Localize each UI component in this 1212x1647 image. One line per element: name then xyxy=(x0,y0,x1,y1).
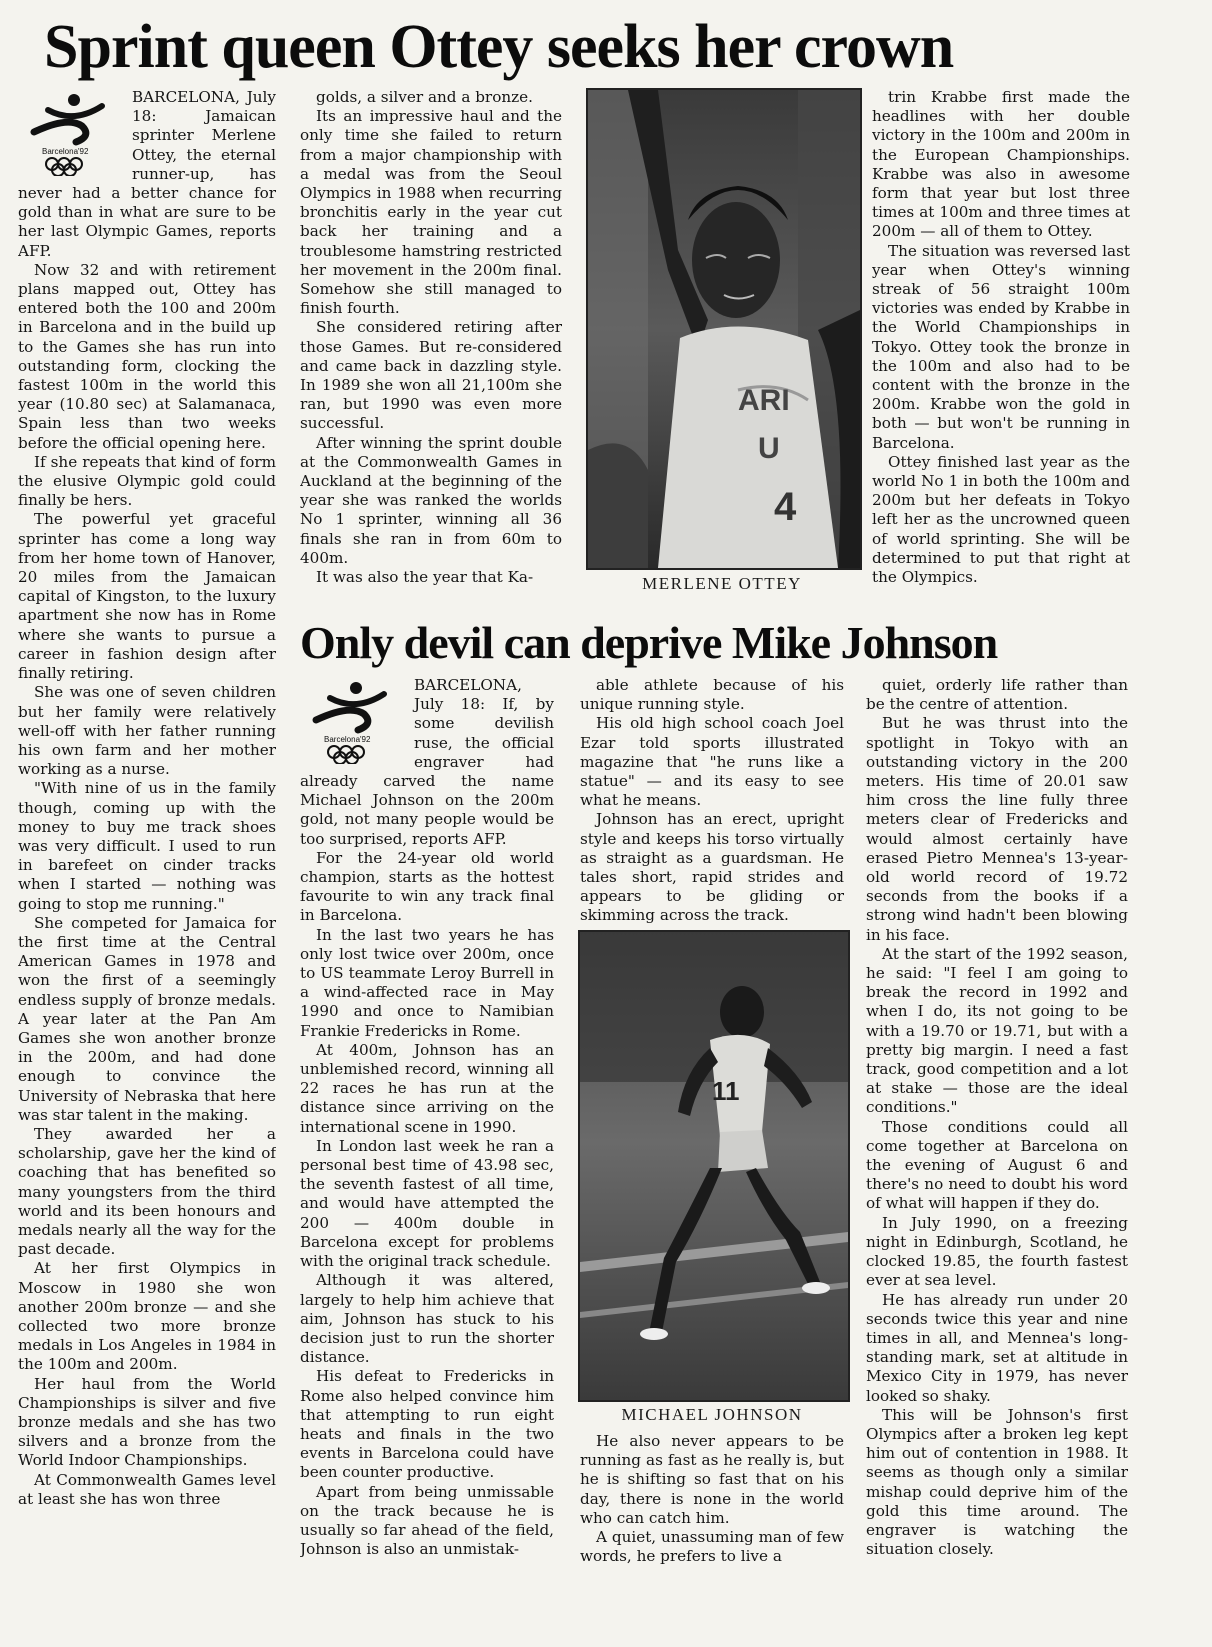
logo-caption: Barcelona'92 xyxy=(42,147,89,156)
ottey-col1-paragraph: They awarded her a scholarship, gave her the kind of coaching that has benefited so many youngsters from the third world and its been honours and medals nearly all the way for the past decade. xyxy=(18,1124,276,1259)
johnson-column-4 xyxy=(866,676,1128,1640)
johnson-col2-paragraph: In London last week he ran a personal best time of 43.98 sec, the seventh fastest of all time, and would have attempted the 200 — 400m double in Barcelona except for problems with the original track schedule. xyxy=(300,1136,554,1271)
barcelona-92-logo-small xyxy=(300,680,406,764)
johnson-col4-paragraph: quiet, orderly life rather than be the centre of attention. xyxy=(866,676,1128,714)
merlene-ottey-photo xyxy=(586,88,862,570)
johnson-col2-paragraph: Although it was altered, largely to help him achieve that aim, Johnson has stuck to his decision just to run the shorter distance. xyxy=(300,1271,554,1367)
johnson-col3-top-paragraph: able athlete because of his unique running style. xyxy=(580,676,844,714)
johnson-col4-paragraph: But he was thrust into the spotlight in Tokyo with an outstanding victory in the 200 meters. His time of 20.01 saw him cross the line fully three meters clear of Fredericks and would almost certainly have erased Pietro Mennea's 13-year-old world record of 19.72 seconds from the books if a strong wind hadn't been blowing in his face. xyxy=(866,714,1128,944)
johnson-col2-paragraph: His defeat to Fredericks in Rome also helped convince him that attempting to run eight heats and finals in the two events in Barcelona could have been counter productive. xyxy=(300,1367,554,1482)
johnson-col2-paragraph: In the last two years he has only lost twice over 200m, once to US teammate Leroy Burrell in a wind-affected race in May 1990 and once to Namibian Frankie Fredericks in Rome. xyxy=(300,925,554,1040)
ottey-col4-paragraph: The situation was reversed last year when Ottey's winning streak of 56 straight 100m victories was ended by Krabbe in the World Championships in Tokyo. Ottey took the bronze in the 100m and also had to be content with the bronze in the 200m. Krabbe won the gold in both — but won't be running in Barcelona. xyxy=(872,241,1130,452)
ottey-col1-paragraph: At her first Olympics in Moscow in 1980 she won another 200m bronze — and she collected two more bronze medals in Los Angeles in 1984 in the 100m and 200m. xyxy=(18,1259,276,1374)
ottey-photo-caption: MERLENE OTTEY xyxy=(642,574,802,593)
ottey-col1-paragraph: She was one of seven children but her family were relatively well-off with her father running his own farm and her mother working as a nurse. xyxy=(18,683,276,779)
logo-caption-small: Barcelona'92 xyxy=(324,735,371,744)
ottey-col2-paragraph: Its an impressive haul and the only time she failed to return from a major championship with a medal was from the Seoul Olympics in 1988 when recurring bronchitis early in the year cut back her training and a troublesome hamstring restricted her movement in the 200m final. Somehow she still managed to finish fourth. xyxy=(300,107,562,318)
johnson-column-2 xyxy=(300,676,554,1640)
johnson-col3-bottom-paragraph: He also never appears to be running as fast as he really is, but he is shifting so fast that on his day, there is none in the world who can catch him. xyxy=(580,1432,844,1527)
ottey-col1-paragraph: Her haul from the World Championships is silver and five bronze medals and she has two silvers and a bronze from the World Indoor Championships. xyxy=(18,1374,276,1470)
ottey-col1-paragraph: BARCELONA, July 18: Jamaican sprinter Merlene Ottey, the eternal runner-up, has never had a better chance for gold than in what are sure to be her last Olympic Games, reports AFP. xyxy=(18,88,276,260)
johnson-col2-paragraph: For the 24-year old world champion, starts as the hottest favourite to win any track final in Barcelona. xyxy=(300,848,554,925)
svg-text:U: U xyxy=(758,432,780,465)
johnson-col2-paragraph: At 400m, Johnson has an unblemished record, winning all 22 races he has run at the distance since arriving on the international scene in 1990. xyxy=(300,1040,554,1136)
ottey-col2-paragraph: golds, a silver and a bronze. xyxy=(316,88,533,106)
ottey-col1-paragraph: The powerful yet graceful sprinter has come a long way from her home town of Hanover, 20 miles from the Jamaican capital of Kingston, to the luxury apartment she now has in Rome where she wants to pursue a career in fashion design after finally retiring. xyxy=(18,510,276,683)
svg-text:ARI: ARI xyxy=(738,384,790,417)
johnson-column-3-top xyxy=(580,676,844,926)
barcelona-92-logo xyxy=(18,92,124,176)
johnson-col3-top-paragraph: Johnson has an erect, upright style and keeps his torso virtually as straight as a guardsman. He tales short, rapid strides and appears to be gliding or skimming across the track. xyxy=(580,810,844,925)
johnson-col3-top-paragraph: His old high school coach Joel Ezar told sports illustrated magazine that "he runs like a statue" — and its easy to see what he means. xyxy=(580,714,844,810)
ottey-col4-paragraph: trin Krabbe first made the headlines with her double victory in the 100m and 200m in the European Championships. Krabbe was also in awesome form that year but lost three times at 100m and three times at 200m — all of them to Ottey. xyxy=(872,88,1130,241)
johnson-col4-paragraph: At the start of the 1992 season, he said: "I feel I am going to break the record in 1992 and when I do, its not going to be with a 19.70 or 19.71, but with a pretty big margin. I need a fast track, good competition and a lot at stake — those are the ideal conditions." xyxy=(866,944,1128,1117)
svg-text:4: 4 xyxy=(774,485,797,529)
ottey-col1-paragraph: "With nine of us in the family though, coming up with the money to buy me track shoes was very difficult. I used to run in barefeet on cinder tracks when I started — nothing was going to stop me running." xyxy=(18,779,276,913)
johnson-col4-paragraph: He has already run under 20 seconds twice this year and nine times in all, and Mennea's long-standing mark, set at altitude in Mexico City in 1979, has never looked so shaky. xyxy=(866,1290,1128,1405)
johnson-col2-paragraph: Apart from being unmissable on the track because he is usually so far ahead of the field, Johnson is also an unmistak- xyxy=(300,1482,554,1559)
johnson-col2-paragraph: BARCELONA, July 18: If, by some devilish ruse, the official engraver had already carved the name Michael Johnson on the 200m gold, not many people would be too surprised, reports AFP. xyxy=(300,676,554,848)
ottey-col1-paragraph: If she repeats that kind of form the elusive Olympic gold could finally be hers. xyxy=(18,452,276,510)
ottey-col2-paragraph: She considered retiring after those Games. But re-considered and came back in dazzling style. In 1989 she won all 21,100m she ran, but 1990 was even more successful. xyxy=(300,318,562,433)
headline-johnson: Only devil can deprive Mike Johnson xyxy=(300,617,998,668)
ottey-col1-paragraph: At Commonwealth Games level at least she has won three xyxy=(18,1470,276,1508)
ottey-col2-paragraph: After winning the sprint double at the Commonwealth Games in Auckland at the beginning of the year she was ranked the worlds No 1 sprinter, winning all 36 finals she ran in from 60m to 400m. xyxy=(300,433,562,567)
ottey-col1-paragraph: Now 32 and with retirement plans mapped out, Ottey has entered both the 100 and 200m in Barcelona and in the build up to the Games she has run into outstanding form, clocking the fastest 100m in the world this year (10.80 sec) at Salamanaca, Spain less than two weeks before the official opening here. xyxy=(18,260,276,452)
johnson-column-3-bottom xyxy=(580,1432,844,1640)
headline-ottey: Sprint queen Ottey seeks her crown xyxy=(44,13,954,81)
ottey-column-1 xyxy=(18,88,276,1640)
johnson-col4-paragraph: This will be Johnson's first Olympics after a broken leg kept him out of contention in 1988. It seems as though only a similar mishap could deprive him of the gold this time around. The engraver is watching the situation closely. xyxy=(866,1405,1128,1559)
ottey-col2-paragraph: It was also the year that Ka- xyxy=(316,568,534,587)
johnson-col4-paragraph: Those conditions could all come together at Barcelona on the evening of August 6 and there's no need to doubt his word of what will happen if they do. xyxy=(866,1117,1128,1213)
michael-johnson-photo xyxy=(578,930,850,1402)
ottey-column-2 xyxy=(300,88,562,600)
johnson-photo-caption: MICHAEL JOHNSON xyxy=(621,1405,803,1424)
ottey-column-4 xyxy=(872,88,1130,608)
johnson-col3-bottom-paragraph: A quiet, unassuming man of few words, he prefers to live a xyxy=(580,1528,844,1566)
ottey-col4-paragraph: Ottey finished last year as the world No 1 in both the 100m and 200m but her defeats in Tokyo left her as the uncrowned queen of world sprinting. She will be determined to put that right at the Olympics. xyxy=(872,452,1130,587)
johnson-col4-paragraph: In July 1990, on a freezing night in Edinburgh, Scotland, he clocked 19.85, the fourth fastest ever at sea level. xyxy=(866,1213,1128,1290)
svg-text:11: 11 xyxy=(712,1076,740,1106)
ottey-col1-paragraph: She competed for Jamaica for the first time at the Central American Games in 1978 and won the first of a seemingly endless supply of bronze medals. A year later at the Pan Am Games she won another bronze in the 200m, and had done enough to convince the University of Nebraska that here was star talent in the making. xyxy=(18,913,276,1124)
